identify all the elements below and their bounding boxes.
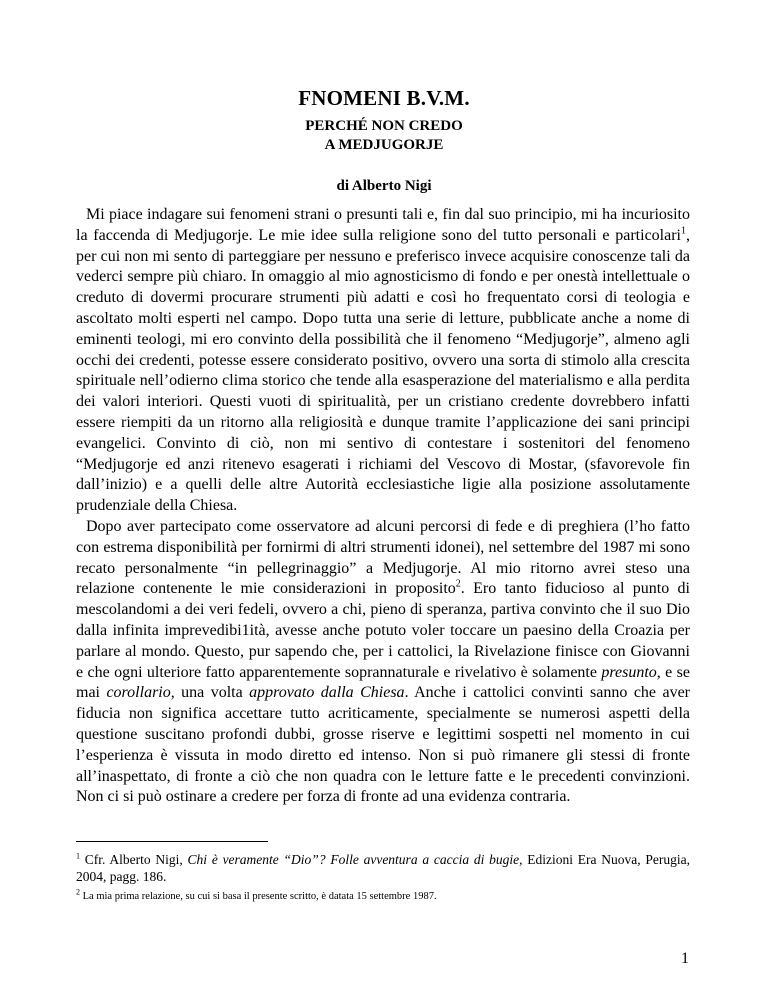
paragraph-2 (76, 517, 690, 808)
emphasis-corollario: corollario (106, 684, 171, 702)
paragraph-1-text-a: Mi piace indagare sui fenomeni strani o presunti tali e, fin dal suo principio, mi ha incuriosito la faccenda di Medjugorje. Le mie idee sulla religione sono del tutto personali e particolari (76, 206, 690, 244)
paragraph-2-text-d: , una volta (170, 684, 250, 702)
footnote-1-text-a: Cfr. Alberto Nigi, (80, 852, 188, 867)
footnote-ref-1: 1 (681, 225, 686, 237)
subtitle-line-1: PERCHÉ NON CREDO (305, 118, 463, 134)
footnote-separator (76, 841, 268, 842)
footnote-1 (76, 852, 690, 885)
paragraph-1 (76, 205, 690, 517)
footnote-1-text-b: Edizioni Era Nuova, Perugia, 2004, pagg. 186. (76, 852, 690, 884)
footnote-ref-2: 2 (455, 579, 461, 591)
paragraph-2-text-b: . Ero tanto fiducioso al punto di mescolandomi a dei veri fedeli, ovvero a chi, pieno di speranza, partiva convinto che il suo Dio dalla infinita imprevedibi1ità, avesse anche potuto voler toccare un paesino della Croazia per parlare al mondo. Questo, pur sapendo che, per i cattolici, la Rivelazione finisce con Giovanni e che ogni ulteriore fatto apparentemente soprannaturale e rivelativo è solamente (76, 580, 690, 681)
document-title: FNOMENI B.V.M. (298, 86, 470, 110)
footnote-2-text: La mia prima relazione, su cui si basa il presente scritto, è datata 15 settembre 1987. (80, 891, 437, 902)
footnote-1-book-title: Chi è veramente “Dio”? Folle avventura a caccia di bugie, (187, 852, 523, 867)
page-number: 1 (681, 950, 689, 967)
footnote-1-number: 1 (76, 851, 80, 861)
emphasis-approvato: approvato dalla Chiesa (249, 684, 405, 702)
paragraph-1-text-b: , per cui non mi sento di parteggiare per nessuno e preferisco invece acquisire conoscenze tali da vederci sempre più chiaro. In omaggio al mio agnosticismo di fondo e per onestà intellettuale o creduto di dovermi procurare strumenti più adatti e così ho frequentato corsi di teologia e ascoltato molti esperti nel campo. Dopo tutta una serie di letture, pubblicate anche a nome di eminenti teologi, mi ero convinto della possibilità che il fenomeno “Medjugorje”, almeno agli occhi dei credenti, potesse essere considerato positivo, ovvero una sorta di stimolo alla crescita spirituale nell’odierno clima storico che tende alla esasperazione del materialismo e alla perdita dei valori interiori. Questi vuoti di spiritualità, per un cristiano credente dovrebbero infatti essere riempiti da un ritorno alla religiosità e dunque tramite l’applicazione dei sani principi evangelici. Convinto di ciò, non mi sentivo di contestare i sostenitori del fenomeno “Medjugorje ed anzi ritenevo esagerati i richiami del Vescovo di Mostar, (sfavorevole fin dall’inizio) e a quelli delle altre Autorità ecclesiastiche ligie alla posizione assolutamente prudenziale della Chiesa. (76, 226, 690, 515)
emphasis-presunto: presunto (601, 663, 657, 681)
body-text (76, 205, 690, 808)
subtitle-line-2: A MEDJUGORJE (324, 137, 444, 153)
author-line: di Alberto Nigi (336, 178, 432, 194)
paragraph-2-text-a: Dopo aver partecipato come osservatore ad alcuni percorsi di fede e di preghiera (l’ho fatto con estrema disponibilità per fornirmi di altri strumenti idonei), nel settembre del 1987 mi sono recato personalmente “in pellegrinaggio” a Medjugorje. Al mio ritorno avrei steso una relazione contenente le mie considerazioni in proposito (76, 517, 690, 598)
footnote-2 (76, 887, 690, 903)
paragraph-2-text-c: , e se mai (76, 663, 690, 702)
footnote-2-number: 2 (76, 887, 80, 897)
paragraph-2-text-e: . Anche i cattolici convinti sanno che aver fiducia non significa accettare tutto acriticamente, specialmente se numerosi aspetti della questione suscitano profondi dubbi, grosse riserve e legittimi sospetti nel momento in cui l’esperienza è vissuta in modo diretto ed intenso. Non si può rimanere gli stessi di fronte all’inaspettato, di fronte a ciò che non quadra con le letture fatte e le precedenti convinzioni. Non ci si può ostinare a credere per forza di fronte ad una evidenza contraria. (76, 684, 691, 806)
